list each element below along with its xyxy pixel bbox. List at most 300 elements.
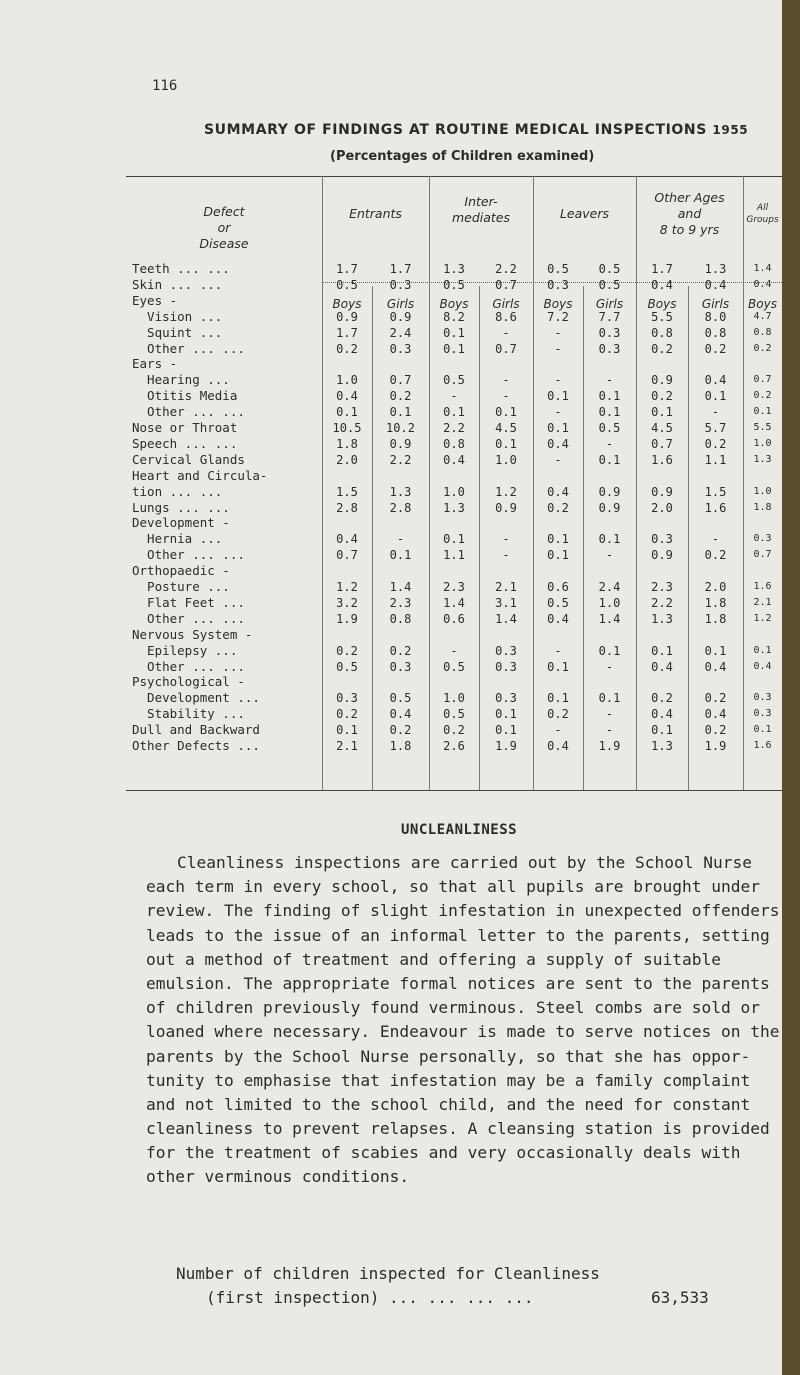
table-cell: 0.5 xyxy=(443,373,465,388)
table-cell: 0.3 xyxy=(753,692,772,704)
table-cell: 0.3 xyxy=(495,659,517,674)
table-cell: 2.6 xyxy=(443,739,465,753)
table-cell: 0.1 xyxy=(598,643,621,658)
row-label: Other ... ... xyxy=(132,610,245,626)
paragraph-line: parents by the School Nurse personally, so that she has oppor- xyxy=(146,1046,751,1066)
subheader-entrants-boys: Boys xyxy=(332,297,362,311)
table-cell: - xyxy=(502,389,510,404)
table-cell: 0.7 xyxy=(495,277,517,292)
table-cell: 1.2 xyxy=(495,484,517,499)
table-cell: 1.3 xyxy=(443,262,465,276)
subheader-other-boys: Boys xyxy=(647,297,677,311)
table-cell: 0.1 xyxy=(443,532,465,547)
table-cell: 0.3 xyxy=(753,708,772,720)
table-title-year: 1955 xyxy=(712,123,749,137)
row-label: Nose or Throat xyxy=(132,420,238,435)
header-intermediates xyxy=(429,194,533,226)
row-label: Vision ... xyxy=(132,308,223,324)
paragraph-line: and not limited to the school child, and the need for constant xyxy=(146,1094,751,1114)
table-cell: 0.2 xyxy=(336,643,358,658)
table-cell: 1.9 xyxy=(495,739,517,753)
row-label: Flat Feet ... xyxy=(132,594,245,610)
table-cell: 0.3 xyxy=(389,659,412,674)
table-cell: 1.0 xyxy=(443,691,465,706)
table-cell: 0.1 xyxy=(547,389,569,404)
table-cell: 1.7 xyxy=(389,262,412,276)
row-label: Skin ... ... xyxy=(132,276,223,292)
header-entrants xyxy=(322,206,429,222)
table-cell: 0.5 xyxy=(389,691,412,706)
table-cell: 0.9 xyxy=(598,500,621,515)
header-all-groups-line: All xyxy=(756,203,769,213)
paragraph-line: review. The finding of slight infestation in unexpected offenders xyxy=(146,901,780,921)
table-cell: 2.1 xyxy=(336,739,358,753)
table-cell: 0.1 xyxy=(443,325,465,340)
table-cell: 1.4 xyxy=(753,263,772,274)
header-other-ages xyxy=(636,190,743,238)
table-cell: 0.9 xyxy=(389,309,412,324)
table-title-text: SUMMARY OF FINDINGS AT ROUTINE MEDICAL INSPECTIONS xyxy=(204,122,707,138)
subheader-other-girls: Girls xyxy=(701,297,730,311)
table-cell: 0.2 xyxy=(389,389,412,404)
table-cell: 1.6 xyxy=(704,500,727,515)
table-title xyxy=(204,122,748,138)
table-cell: 0.2 xyxy=(336,707,358,722)
table-cell: 0.1 xyxy=(443,405,465,420)
table-cell: 2.3 xyxy=(651,580,673,594)
table-cell: 1.3 xyxy=(651,611,673,626)
table-cell: 1.4 xyxy=(443,595,465,610)
table-cell: 2.8 xyxy=(336,500,358,515)
table-cell: 0.2 xyxy=(753,342,772,354)
table-cell: 0.1 xyxy=(753,644,772,656)
table-cell: 0.1 xyxy=(336,405,358,420)
table-cell: 5.7 xyxy=(704,421,727,435)
table-cell: 0.6 xyxy=(547,580,569,594)
row-label: Heart and Circula- xyxy=(132,467,268,483)
paragraph-line: tunity to emphasise that infestation may be a family complaint xyxy=(146,1070,751,1090)
table-cell: 1.0 xyxy=(495,452,517,467)
row-label: tion ... ... xyxy=(132,483,223,499)
table-cell: 0.1 xyxy=(598,691,621,706)
row-label: Cervical Glands xyxy=(132,451,245,467)
table-cell: 1.3 xyxy=(651,739,673,753)
header-all-groups-line: Groups xyxy=(746,215,779,225)
table-cell: 1.5 xyxy=(336,484,358,499)
table-cell: - xyxy=(554,373,562,388)
table-cell: 0.4 xyxy=(753,660,772,672)
table-cell: 0.1 xyxy=(495,405,517,420)
table-cell: 0.8 xyxy=(651,325,673,340)
table-cell: 0.2 xyxy=(651,389,673,404)
table-cell: 1.9 xyxy=(704,739,727,753)
table-cell: 0.3 xyxy=(336,691,358,706)
table-cell: - xyxy=(554,723,562,738)
table-cell: - xyxy=(396,532,405,547)
table-cell: 7.2 xyxy=(547,309,569,324)
table-cell: 0.1 xyxy=(753,724,772,736)
row-label: Eyes - xyxy=(132,292,178,308)
table-cell: 0.4 xyxy=(651,277,673,292)
table-cell: 0.3 xyxy=(753,533,772,545)
table-cell: 4.7 xyxy=(753,310,772,322)
table-cell: 1.3 xyxy=(443,500,465,515)
table-cell: 0.3 xyxy=(389,341,412,356)
defect-header xyxy=(126,204,322,252)
table-cell: 2.0 xyxy=(704,580,727,594)
table-cell: 1.7 xyxy=(336,262,358,276)
table-cell: 0.1 xyxy=(389,405,412,420)
row-label: Otitis Media xyxy=(132,388,238,404)
paragraph-line: each term in every school, so that all pupils are brought under xyxy=(146,877,760,897)
table-cell: 1.8 xyxy=(336,436,358,451)
table-cell: 0.2 xyxy=(443,723,465,738)
table-cell: 0.5 xyxy=(336,659,358,674)
table-cell: 0.4 xyxy=(547,739,569,753)
table-cell: 2.2 xyxy=(389,452,412,467)
table-cell: 5.5 xyxy=(753,422,772,433)
table-cell: 1.5 xyxy=(704,484,727,499)
table-cell: 4.5 xyxy=(651,421,673,435)
row-label: Hernia ... xyxy=(132,531,223,547)
table-cell: 10.5 xyxy=(332,421,362,435)
table-cell: 1.4 xyxy=(598,611,621,626)
paragraph-line: loaned where necessary. Endeavour is made to serve notices on the xyxy=(146,1022,780,1042)
row-label: Stability ... xyxy=(132,706,245,722)
page-number: 116 xyxy=(152,78,178,94)
table-cell: 2.0 xyxy=(651,500,673,515)
table-cell: 1.2 xyxy=(753,612,772,624)
table-cell: 0.1 xyxy=(547,421,569,435)
paragraph-line: out a method of treatment and offering a supply of suitable xyxy=(146,949,721,969)
table-cell: 0.9 xyxy=(651,484,673,499)
table-cell: 0.1 xyxy=(443,341,465,356)
table-cell: 0.5 xyxy=(443,707,465,722)
paragraph-line: for the treatment of scabies and very occasionally deals with xyxy=(146,1143,741,1163)
table-cell: 1.8 xyxy=(704,611,727,626)
table-cell: 0.1 xyxy=(598,532,621,547)
table-cell: 1.6 xyxy=(753,740,772,751)
table-cell: 1.4 xyxy=(495,611,517,626)
table-cell: 3.1 xyxy=(495,595,517,610)
table-cell: - xyxy=(711,405,720,420)
paragraph-line: cleanliness to prevent relapses. A cleansing station is provided xyxy=(146,1119,770,1139)
table-cell: 2.3 xyxy=(443,580,465,594)
table-cell: 2.2 xyxy=(651,595,673,610)
table-cell: 0.4 xyxy=(651,707,673,722)
table-cell: 0.2 xyxy=(651,341,673,356)
table-cell: 0.4 xyxy=(753,278,772,290)
table-cell: 0.1 xyxy=(495,707,517,722)
row-label: Development - xyxy=(132,515,230,531)
table-cell: 0.7 xyxy=(495,341,517,356)
table-cell: - xyxy=(605,723,614,738)
table-cell: 10.2 xyxy=(386,421,415,435)
table-cell: 0.2 xyxy=(389,723,412,738)
table-cell: 1.0 xyxy=(598,595,621,610)
table-cell: 1.7 xyxy=(336,325,358,340)
row-label: Lungs ... ... xyxy=(132,499,230,515)
table-cell: 2.3 xyxy=(389,595,412,610)
table-cell: 0.2 xyxy=(389,643,412,658)
paragraph-line: emulsion. The appropriate formal notices are sent to the parents xyxy=(146,973,770,993)
table-cell: 0.2 xyxy=(547,500,569,515)
row-label: Nervous System - xyxy=(132,626,253,642)
table-cell: 1.6 xyxy=(651,452,673,467)
row-label: Hearing ... xyxy=(132,372,230,388)
table-cell: 0.3 xyxy=(598,325,621,340)
table-cell: 0.1 xyxy=(336,723,358,738)
table-cell: 0.5 xyxy=(443,659,465,674)
table-cell: 1.4 xyxy=(389,580,412,594)
table-cell: 0.9 xyxy=(495,500,517,515)
table-cell: 0.4 xyxy=(547,484,569,499)
table-cell: 0.9 xyxy=(651,373,673,388)
table-cell: 0.1 xyxy=(598,405,621,420)
table-cell: 1.8 xyxy=(753,501,772,513)
table-cell: - xyxy=(554,341,562,356)
table-cell: 1.9 xyxy=(336,611,358,626)
table-cell: - xyxy=(605,707,614,722)
table-cell: 0.1 xyxy=(495,723,517,738)
table-cell: 0.2 xyxy=(753,390,772,402)
table-cell: 0.3 xyxy=(598,341,621,356)
table-cell: 0.4 xyxy=(547,611,569,626)
row-label: Squint ... xyxy=(132,324,223,340)
table-cell: 0.1 xyxy=(547,659,569,674)
table-cell: 0.3 xyxy=(495,691,517,706)
paragraph-line: Cleanliness inspections are carried out by the School Nurse xyxy=(177,853,752,872)
table-cell: 3.2 xyxy=(336,595,358,610)
table-cell: 0.2 xyxy=(651,691,673,706)
table-cell: - xyxy=(450,389,458,404)
table-cell: 1.3 xyxy=(389,484,412,499)
table-cell: - xyxy=(605,659,614,674)
findings-table xyxy=(126,172,782,792)
table-cell: 2.4 xyxy=(598,580,621,594)
table-cell: 2.0 xyxy=(336,452,358,467)
table-cell: 1.6 xyxy=(753,581,772,592)
row-label: Epilepsy ... xyxy=(132,642,238,658)
defect-header-line: or xyxy=(217,220,231,235)
row-label: Development ... xyxy=(132,690,260,706)
table-cell: 0.8 xyxy=(753,326,772,338)
count-label-line: (first inspection) ... ... ... ... xyxy=(206,1288,534,1307)
row-label: Other ... ... xyxy=(132,547,245,563)
table-cell: 0.1 xyxy=(547,548,569,563)
table-cell: - xyxy=(554,325,562,340)
header-leavers xyxy=(533,206,636,222)
table-cell: 0.5 xyxy=(443,277,465,292)
table-cell: 0.4 xyxy=(704,373,727,388)
table-cell: 0.2 xyxy=(704,548,727,563)
count-label-line: Number of children inspected for Cleanliness xyxy=(176,1264,600,1283)
table-cell: 2.8 xyxy=(389,500,412,515)
table-cell: 1.7 xyxy=(651,262,673,276)
table-cell: - xyxy=(605,548,614,563)
table-cell: 0.4 xyxy=(389,707,412,722)
table-cell: 1.9 xyxy=(598,739,621,753)
table-cell: - xyxy=(554,405,562,420)
table-cell: 0.1 xyxy=(753,406,772,418)
table-cell: 4.5 xyxy=(495,421,517,435)
table-cell: 0.4 xyxy=(336,532,358,547)
table-cell: 2.4 xyxy=(389,325,412,340)
table-cell: 0.4 xyxy=(443,452,465,467)
row-label: Other ... ... xyxy=(132,340,245,356)
table-bottom-rule xyxy=(126,790,782,791)
table-cell: - xyxy=(502,548,510,563)
table-cell: 1.0 xyxy=(753,437,772,449)
section-heading: UNCLEANLINESS xyxy=(401,822,518,838)
table-cell: 0.7 xyxy=(336,548,358,563)
table-cell: 0.1 xyxy=(547,691,569,706)
table-cell: 0.1 xyxy=(704,389,727,404)
table-cell: 0.1 xyxy=(704,643,727,658)
table-cell: 0.2 xyxy=(704,341,727,356)
table-cell: 5.5 xyxy=(651,309,673,324)
table-cell: 1.8 xyxy=(389,739,412,753)
table-cell: 0.1 xyxy=(598,389,621,404)
table-cell: 0.1 xyxy=(651,405,673,420)
table-subtitle: (Percentages of Children examined) xyxy=(330,149,595,164)
table-cell: 0.3 xyxy=(547,277,569,292)
paragraph-line: other verminous conditions. xyxy=(146,1167,410,1187)
paragraph-line: of children previously found verminous. Steel combs are sold or xyxy=(146,998,760,1018)
table-cell: 0.8 xyxy=(704,325,727,340)
table-cell: 1.3 xyxy=(704,262,727,276)
table-cell: 0.4 xyxy=(336,389,358,404)
table-cell: 0.5 xyxy=(547,262,569,276)
table-cell: 0.6 xyxy=(443,611,465,626)
table-cell: 2.1 xyxy=(753,596,772,608)
table-cell: - xyxy=(502,325,510,340)
table-cell: 0.2 xyxy=(336,341,358,356)
table-cell: 8.2 xyxy=(443,309,465,324)
subheader-entrants-girls: Girls xyxy=(386,297,415,311)
paragraph-line: leads to the issue of an informal letter to the parents, setting xyxy=(146,925,770,945)
table-cell: 1.2 xyxy=(336,580,358,594)
subheader-leavers-boys: Boys xyxy=(543,297,573,311)
table-cell: 1.8 xyxy=(704,595,727,610)
table-cell: 0.7 xyxy=(389,373,412,388)
table-cell: - xyxy=(711,532,720,547)
table-cell: 0.2 xyxy=(704,691,727,706)
row-label: Other ... ... xyxy=(132,404,245,420)
table-cell: 0.4 xyxy=(547,436,569,451)
header-all-groups xyxy=(743,202,782,226)
row-label: Orthopaedic - xyxy=(132,563,230,579)
table-cell: 0.7 xyxy=(753,374,772,386)
table-cell: 0.4 xyxy=(651,659,673,674)
table-cell: - xyxy=(502,373,510,388)
subheader-intermediates-girls: Girls xyxy=(492,297,520,311)
header-other-ages-line: and xyxy=(677,206,702,221)
table-cell: - xyxy=(502,532,510,547)
table-cell: 0.5 xyxy=(547,595,569,610)
table-cell: 0.9 xyxy=(336,309,358,324)
row-label: Speech ... ... xyxy=(132,435,238,451)
row-label: Psychological - xyxy=(132,674,245,690)
header-leavers-line: Leavers xyxy=(559,206,610,221)
table-cell: 0.3 xyxy=(651,532,673,547)
header-other-ages-line: 8 to 9 yrs xyxy=(659,222,720,237)
table-cell: 1.0 xyxy=(443,484,465,499)
row-label: Other Defects ... xyxy=(132,738,260,753)
table-cell: 0.9 xyxy=(651,548,673,563)
table-cell: - xyxy=(450,643,458,658)
table-cell: 1.3 xyxy=(753,453,772,465)
table-cell: 0.9 xyxy=(598,484,621,499)
table-cell: 0.1 xyxy=(389,548,412,563)
table-cell: 0.2 xyxy=(704,436,727,451)
table-cell: 2.1 xyxy=(495,580,517,594)
cleanliness-paragraph xyxy=(146,851,794,1190)
table-cell: 0.5 xyxy=(336,277,358,292)
table-cell: 0.1 xyxy=(547,532,569,547)
table-cell: 1.0 xyxy=(336,373,358,388)
subheader-intermediates-boys: Boys xyxy=(439,297,469,311)
table-cell: 0.8 xyxy=(389,611,412,626)
table-cell: 1.1 xyxy=(443,548,465,563)
row-label: Teeth ... ... xyxy=(132,261,230,276)
table-cell: 1.0 xyxy=(753,485,772,497)
table-cell: 0.5 xyxy=(598,262,621,276)
table-cell: 0.7 xyxy=(651,436,673,451)
table-top-rule xyxy=(126,176,782,177)
table-cell: 0.2 xyxy=(547,707,569,722)
count-value: 63,533 xyxy=(651,1288,709,1307)
table-cell: 0.5 xyxy=(598,421,621,435)
table-cell: 0.4 xyxy=(704,277,727,292)
table-cell: 8.0 xyxy=(704,309,727,324)
table-cell: 0.8 xyxy=(443,436,465,451)
table-cell: 0.4 xyxy=(704,659,727,674)
table-cell: 0.1 xyxy=(651,723,673,738)
table-cell: 0.1 xyxy=(651,643,673,658)
table-cell: 0.9 xyxy=(389,436,412,451)
table-cell: 0.1 xyxy=(495,436,517,451)
header-other-ages-line: Other Ages xyxy=(654,190,725,205)
table-cell: 0.3 xyxy=(389,277,412,292)
row-label: Dull and Backward xyxy=(132,722,260,738)
header-intermediates-line: mediates xyxy=(451,210,511,225)
defect-header-line: Disease xyxy=(199,236,249,251)
table-cell: - xyxy=(554,643,562,658)
subheader-all-boys: Boys xyxy=(748,297,777,311)
table-cell: 0.3 xyxy=(495,643,517,658)
defect-header-line: Defect xyxy=(203,204,245,219)
table-cell: 0.5 xyxy=(598,277,621,292)
table-cell: 0.2 xyxy=(704,723,727,738)
row-label: Posture ... xyxy=(132,579,230,594)
count-label xyxy=(176,1262,600,1310)
table-cell: 8.6 xyxy=(495,309,517,324)
subheader-leavers-girls: Girls xyxy=(595,297,624,311)
table-cell: 1.1 xyxy=(704,452,727,467)
row-label: Ears - xyxy=(132,356,178,372)
table-cell: 7.7 xyxy=(598,309,621,324)
header-entrants-line: Entrants xyxy=(349,206,402,221)
table-cell: - xyxy=(605,436,614,451)
table-cell: 0.4 xyxy=(704,707,727,722)
row-label: Other ... ... xyxy=(132,658,245,674)
table-cell: - xyxy=(554,452,562,467)
header-intermediates-line: Inter- xyxy=(464,194,498,209)
table-cell: - xyxy=(605,373,614,388)
table-cell: 2.2 xyxy=(443,421,465,435)
table-cell: 2.2 xyxy=(495,262,517,276)
